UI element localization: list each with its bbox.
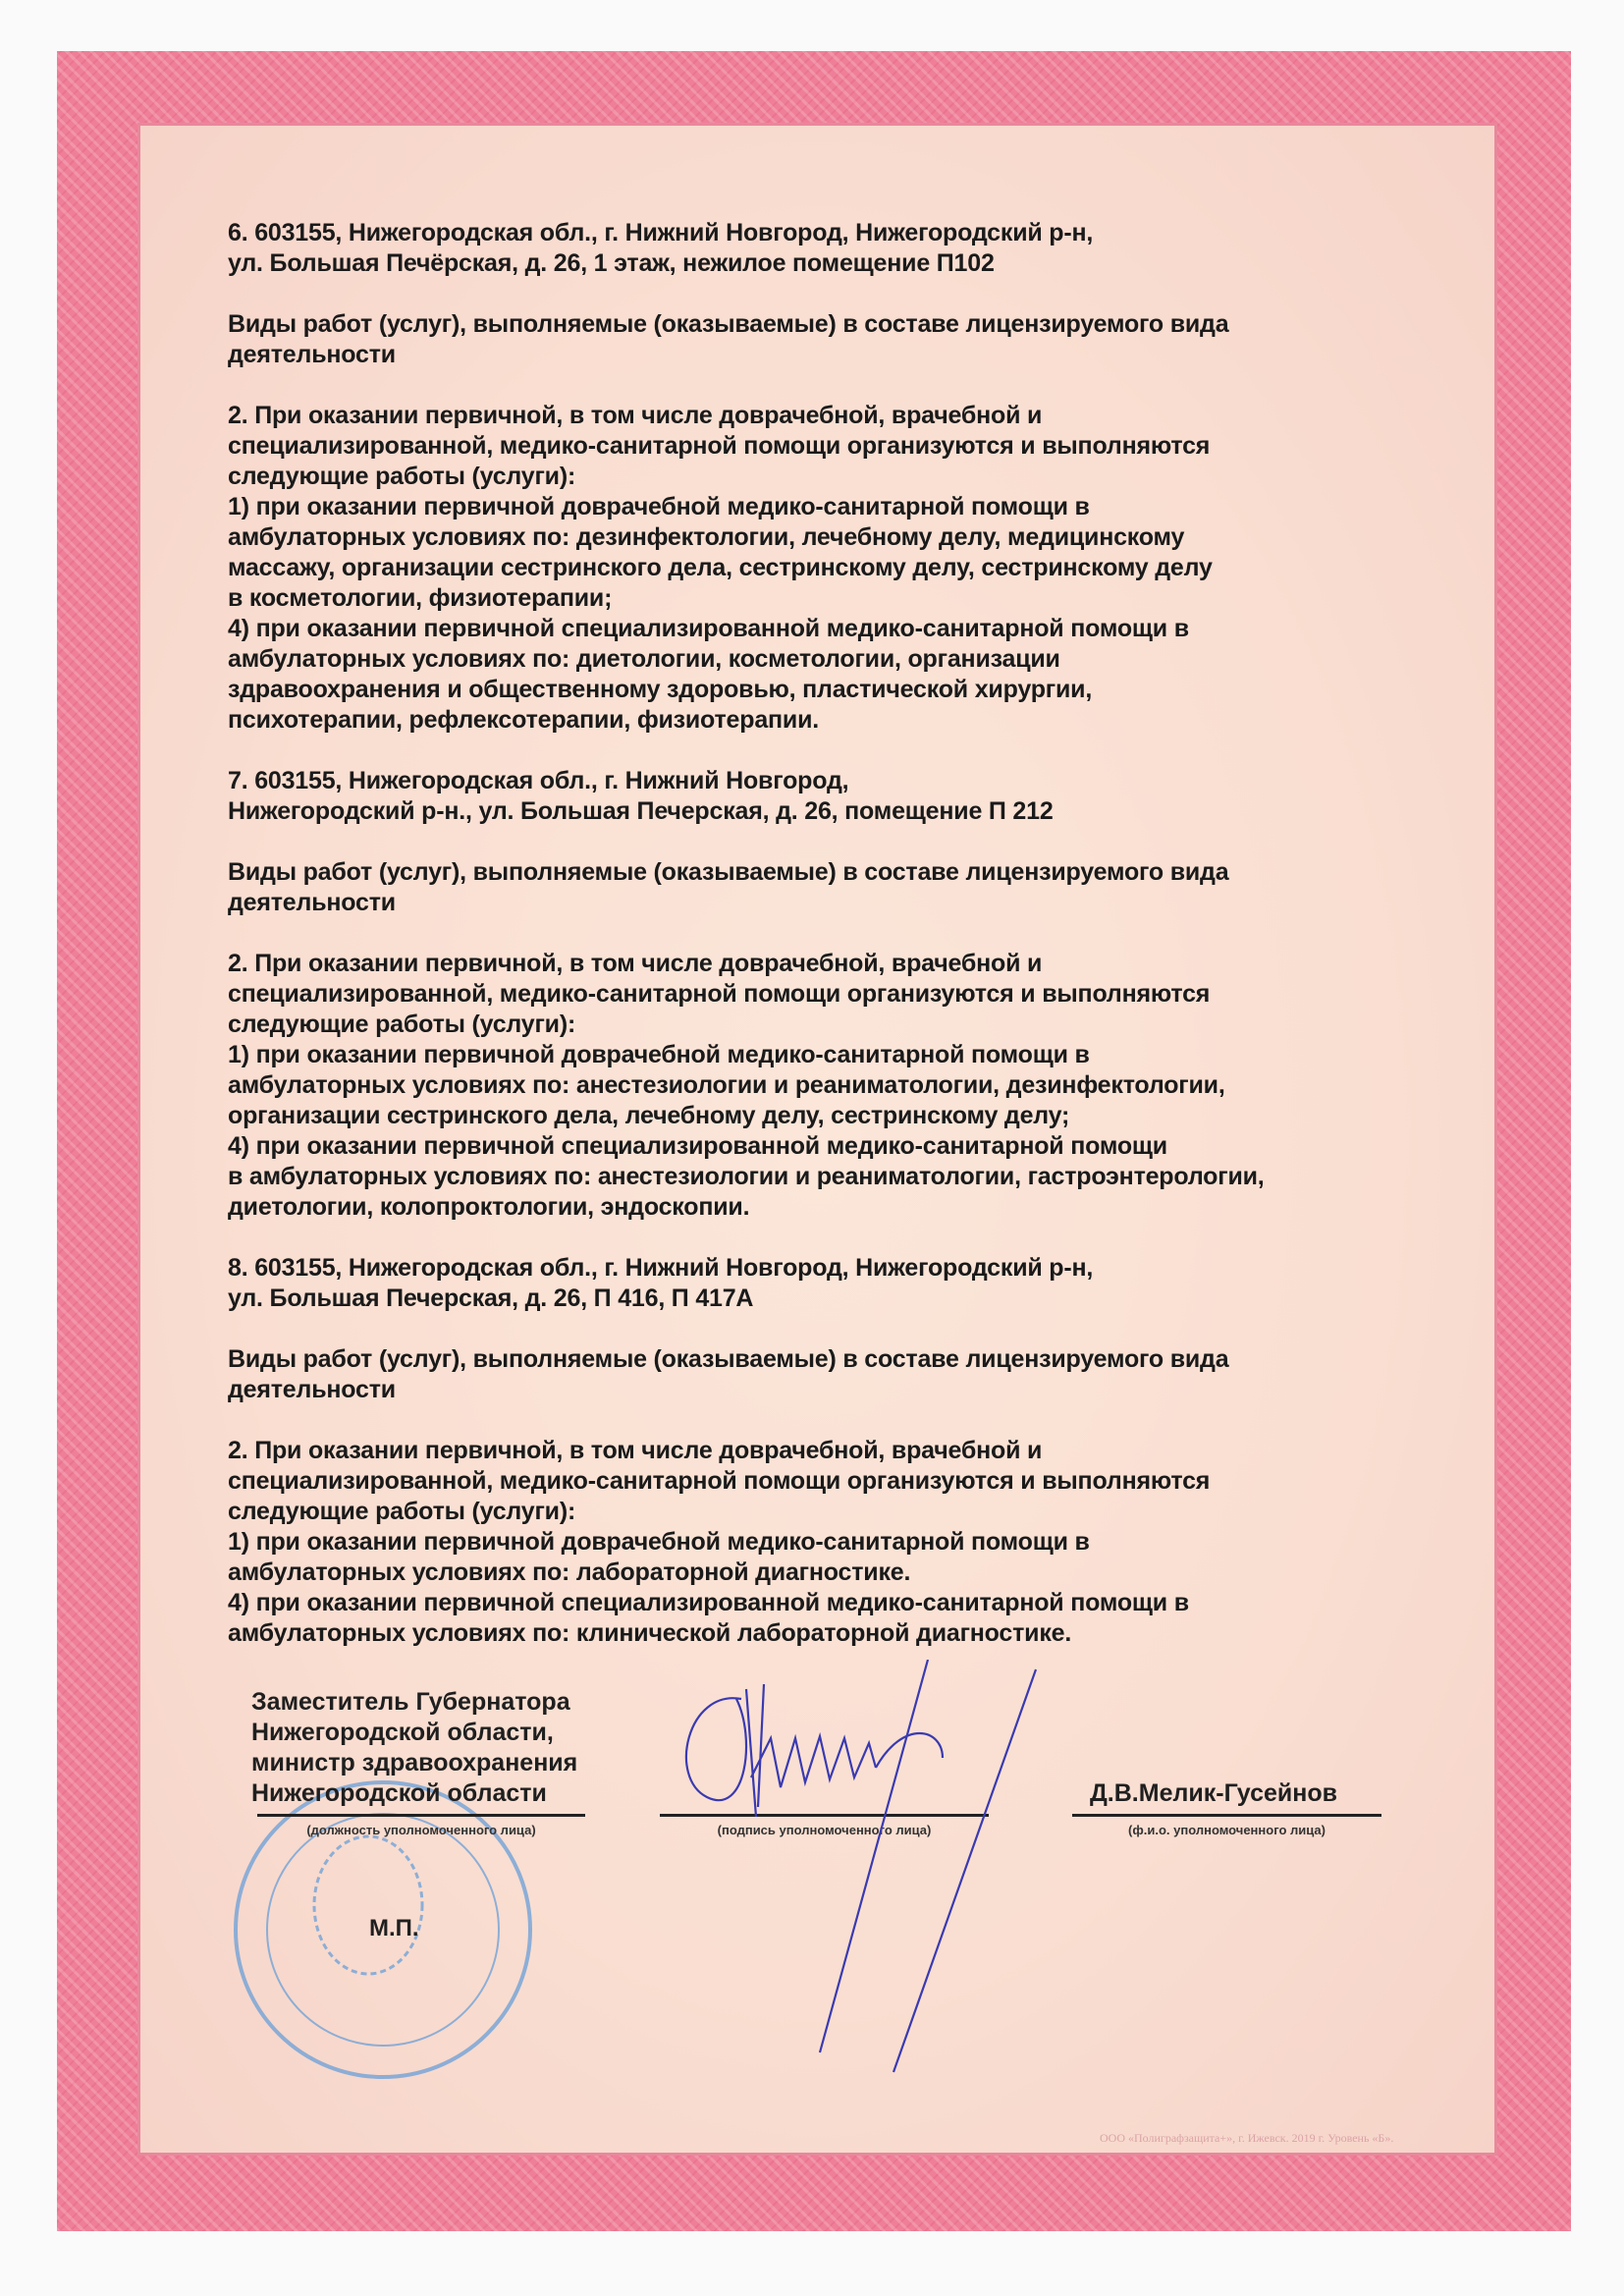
text-line: в амбулаторных условиях по: анестезиологии и реаниматологии, гастроэнтерологии, xyxy=(228,1163,1265,1190)
position-caption: (должность уполномоченного лица) xyxy=(306,1823,536,1837)
text-line: 2. При оказании первичной, в том числе доврачебной, врачебной и xyxy=(228,402,1043,429)
position-line: Нижегородской области xyxy=(251,1779,547,1807)
text-line: амбулаторных условиях по: анестезиологии и реаниматологии, дезинфектологии, xyxy=(228,1071,1225,1099)
name-caption: (ф.и.о. уполномоченного лица) xyxy=(1128,1823,1326,1837)
text-line: амбулаторных условиях по: лабораторной диагностике. xyxy=(228,1558,911,1586)
printer-note: ООО «Полиграфзащита+», г. Ижевск. 2019 г. Уровень «Б». xyxy=(1100,2131,1394,2145)
text-line: диетологии, колопроктологии, эндоскопии. xyxy=(228,1193,750,1221)
text-line: 4) при оказании первичной специализированной медико-санитарной помощи xyxy=(228,1132,1167,1160)
document-paragraph xyxy=(228,1436,1435,1649)
text-line: Нижегородский р-н., ул. Большая Печерская, д. 26, помещение П 212 xyxy=(228,797,1054,825)
text-line: специализированной, медико-санитарной помощи организуются и выполняются xyxy=(228,432,1211,460)
document-paragraph xyxy=(228,401,1435,736)
text-line: организации сестринского дела, лечебному делу, сестринскому делу; xyxy=(228,1102,1070,1129)
official-name: Д.В.Мелик-Гусейнов xyxy=(1090,1779,1337,1807)
text-line: следующие работы (услуги): xyxy=(228,1498,576,1525)
document-paragraph xyxy=(228,1344,1435,1405)
text-line: Виды работ (услуг), выполняемые (оказываемые) в составе лицензируемого вида xyxy=(228,1345,1229,1373)
signature-caption: (подпись уполномоченного лица) xyxy=(717,1823,932,1837)
position-line: Нижегородской области, xyxy=(251,1719,554,1746)
text-line: 2. При оказании первичной, в том числе доврачебной, врачебной и xyxy=(228,1437,1043,1464)
text-line: психотерапии, рефлексотерапии, физиотерапии. xyxy=(228,706,820,734)
text-line: 6. 603155, Нижегородская обл., г. Нижний Новгород, Нижегородский р-н, xyxy=(228,219,1094,246)
text-line: 1) при оказании первичной доврачебной медико-санитарной помощи в xyxy=(228,1041,1090,1068)
document-paragraph xyxy=(228,1253,1435,1314)
text-line: 4) при оказании первичной специализированной медико-санитарной помощи в xyxy=(228,1589,1189,1616)
text-line: ул. Большая Печерская, д. 26, П 416, П 417А xyxy=(228,1285,754,1312)
text-line: в косметологии, физиотерапии; xyxy=(228,584,613,612)
text-line: 2. При оказании первичной, в том числе доврачебной, врачебной и xyxy=(228,950,1043,977)
document-body xyxy=(228,218,1435,1679)
text-line: следующие работы (услуги): xyxy=(228,1011,576,1038)
position-underline xyxy=(257,1814,585,1817)
seal-label: М.П. xyxy=(369,1915,419,1941)
text-line: деятельности xyxy=(228,889,396,916)
name-underline xyxy=(1072,1814,1381,1817)
text-line: Виды работ (услуг), выполняемые (оказываемые) в составе лицензируемого вида xyxy=(228,310,1229,338)
text-line: специализированной, медико-санитарной помощи организуются и выполняются xyxy=(228,1467,1211,1495)
text-line: амбулаторных условиях по: дезинфектологии, лечебному делу, медицинскому xyxy=(228,523,1185,551)
text-line: массажу, организации сестринского дела, сестринскому делу, сестринскому делу xyxy=(228,554,1213,581)
position-line: министр здравоохранения xyxy=(251,1749,578,1777)
text-line: 7. 603155, Нижегородская обл., г. Нижний Новгород, xyxy=(228,767,849,794)
text-line: следующие работы (услуги): xyxy=(228,463,576,490)
position-line: Заместитель Губернатора xyxy=(251,1688,570,1716)
official-position xyxy=(251,1687,577,1809)
text-line: 8. 603155, Нижегородская обл., г. Нижний Новгород, Нижегородский р-н, xyxy=(228,1254,1094,1282)
document-paragraph xyxy=(228,857,1435,918)
text-line: амбулаторных условиях по: клинической лабораторной диагностике. xyxy=(228,1619,1072,1647)
text-line: деятельности xyxy=(228,1376,396,1403)
text-line: Виды работ (услуг), выполняемые (оказываемые) в составе лицензируемого вида xyxy=(228,858,1229,886)
document-paragraph xyxy=(228,309,1435,370)
document-paragraph xyxy=(228,766,1435,827)
text-line: 4) при оказании первичной специализированной медико-санитарной помощи в xyxy=(228,615,1189,642)
text-line: 1) при оказании первичной доврачебной медико-санитарной помощи в xyxy=(228,493,1090,520)
document-paragraph xyxy=(228,218,1435,279)
text-line: 1) при оказании первичной доврачебной медико-санитарной помощи в xyxy=(228,1528,1090,1556)
text-line: специализированной, медико-санитарной помощи организуются и выполняются xyxy=(228,980,1211,1008)
text-line: деятельности xyxy=(228,341,396,368)
text-line: здравоохранения и общественному здоровью, пластической хирургии, xyxy=(228,676,1093,703)
handwritten-signature xyxy=(648,1660,1100,2082)
document-paragraph xyxy=(228,949,1435,1223)
text-line: амбулаторных условиях по: диетологии, косметологии, организации xyxy=(228,645,1060,673)
text-line: ул. Большая Печёрская, д. 26, 1 этаж, нежилое помещение П102 xyxy=(228,249,995,277)
